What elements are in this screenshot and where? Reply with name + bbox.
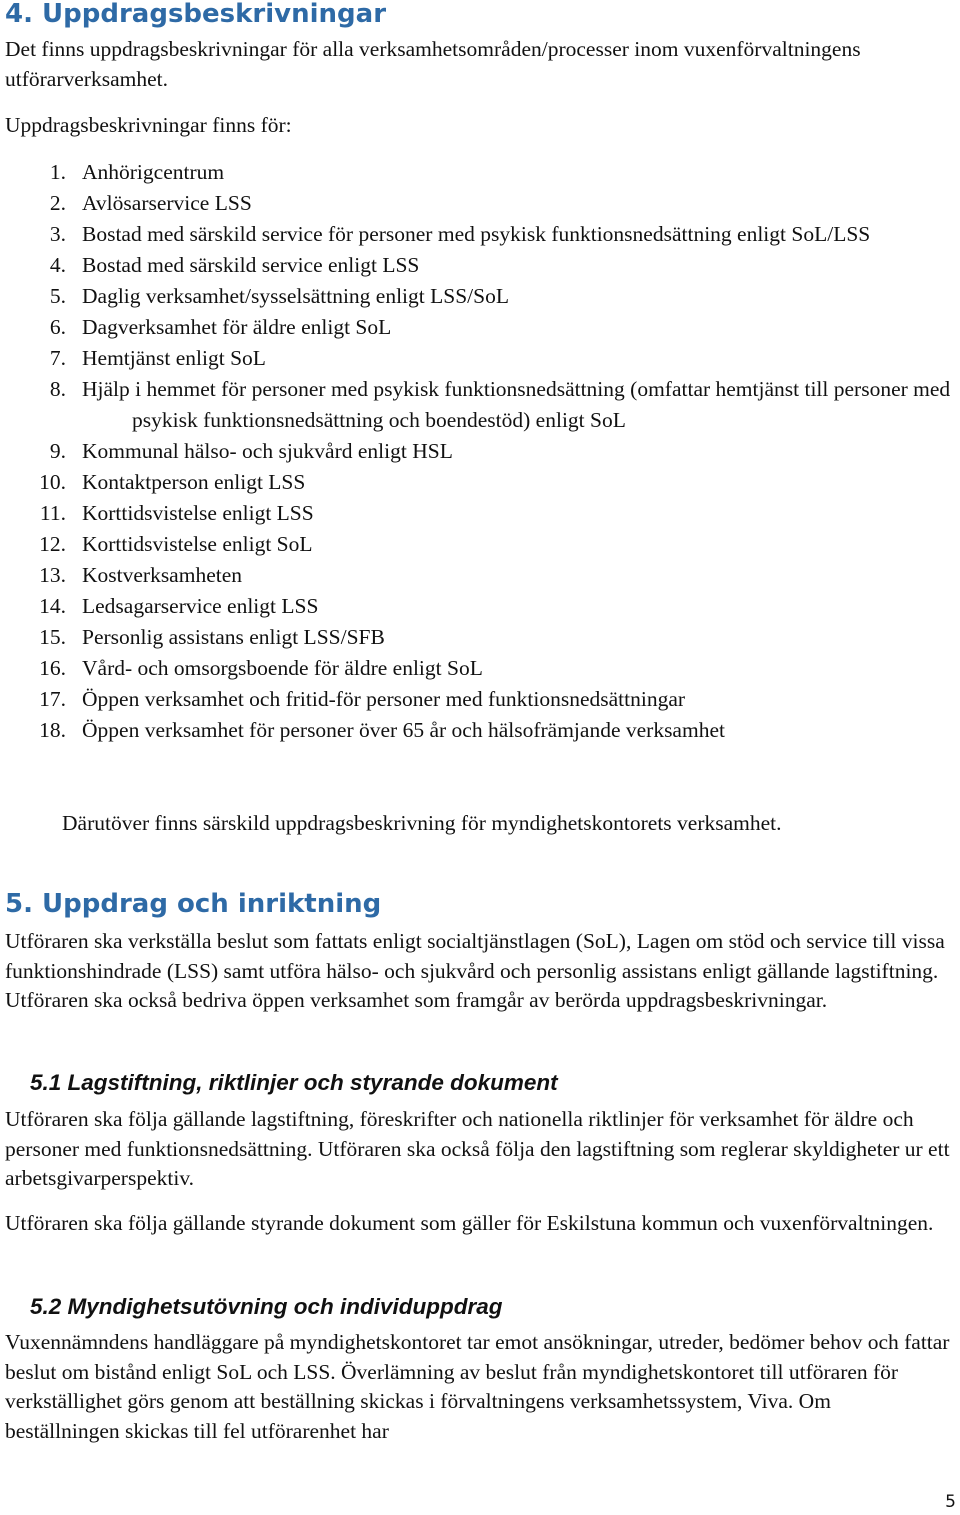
list-item: 16. Vård- och omsorgsboende för äldre enligt SoL xyxy=(39,656,483,680)
section-4-intro: Det finns uppdragsbeskrivningar för alla verksamhetsområden/processer inom vuxenförvaltningens utförarverksamhet. xyxy=(5,37,861,91)
list-item: 8. Hjälp i hemmet för personer med psykisk funktionsnedsättning (omfattar hemtjänst till personer med psykisk funktionsnedsättning och boendestöd) enligt SoL xyxy=(49,377,951,432)
section-5-1-heading: 5.1 Lagstiftning, riktlinjer och styrande dokument xyxy=(30,1070,558,1095)
section-5-2-paragraph-1: Vuxennämndens handläggare på myndighetskontoret tar emot ansökningar, utreder, bedömer behov och fattar beslut om bistånd enligt SoL och LSS. Överlämning av beslut från myndighetskontoret till utföraren för verkställighet görs genom att beställning skickas i förvaltningens verksamhetssystem, Viva. Om beställningen skickas till fel utförarenhet har xyxy=(5,1330,950,1443)
list-item: 1. Anhörigcentrum xyxy=(49,160,225,184)
list-item: 17. Öppen verksamhet och fritid-för personer med funktionsnedsättningar xyxy=(39,687,686,711)
list-item: 18. Öppen verksamhet för personer över 65 år och hälsofrämjande verksamhet xyxy=(39,718,725,742)
section-4-heading: 4. Uppdragsbeskrivningar xyxy=(5,0,387,29)
list-item: 6. Dagverksamhet för äldre enligt SoL xyxy=(49,315,392,339)
section-5-1-paragraph-2: Utföraren ska följa gällande styrande dokument som gäller för Eskilstuna kommun och vuxenförvaltningen. xyxy=(5,1211,934,1235)
page-number: 5 xyxy=(945,1492,956,1512)
list-item: 14. Ledsagarservice enligt LSS xyxy=(39,594,319,618)
section-5-paragraph: Utföraren ska verkställa beslut som fattats enligt socialtjänstlagen (SoL), Lagen om stöd och service till vissa funktionshindrade (LSS) samt utföra hälso- och sjukvård och personlig assistans enligt gällande lagstiftning. Utföraren ska också bedriva öppen verksamhet som framgår av berörda uppdragsbeskrivningar. xyxy=(5,929,945,1012)
list-intro: Uppdragsbeskrivningar finns för: xyxy=(5,113,292,137)
list-item: 13. Kostverksamheten xyxy=(39,563,243,587)
list-item: 12. Korttidsvistelse enligt SoL xyxy=(39,532,313,556)
list-item: 5. Daglig verksamhet/sysselsättning enligt LSS/SoL xyxy=(49,284,509,308)
list-item: 10. Kontaktperson enligt LSS xyxy=(39,470,306,494)
section-5-heading: 5. Uppdrag och inriktning xyxy=(5,889,382,919)
list-item: 15. Personlig assistans enligt LSS/SFB xyxy=(39,625,385,649)
list-item: 9. Kommunal hälso- och sjukvård enligt HSL xyxy=(49,439,453,463)
list-item: 11. Korttidsvistelse enligt LSS xyxy=(39,501,314,525)
list-item: 3. Bostad med särskild service för personer med psykisk funktionsnedsättning enligt SoL/LSS xyxy=(49,222,871,246)
list-item: 7. Hemtjänst enligt SoL xyxy=(49,346,266,370)
list-item: 2. Avlösarservice LSS xyxy=(49,191,252,215)
section-5-1-paragraph-1: Utföraren ska följa gällande lagstiftning, föreskrifter och nationella riktlinjer för verksamhet för äldre och personer med funktionsnedsättning. Utföraren ska också följa den lagstiftning som reglerar skyldigheter ur ett arbetsgivarperspektiv. xyxy=(5,1107,950,1190)
section-4-closing: Därutöver finns särskild uppdragsbeskrivning för myndighetskontorets verksamhet. xyxy=(62,811,782,835)
section-5-2-heading: 5.2 Myndighetsutövning och individuppdrag xyxy=(30,1294,503,1319)
uppdrag-list xyxy=(0,157,960,746)
list-item: 4. Bostad med särskild service enligt LSS xyxy=(49,253,420,277)
